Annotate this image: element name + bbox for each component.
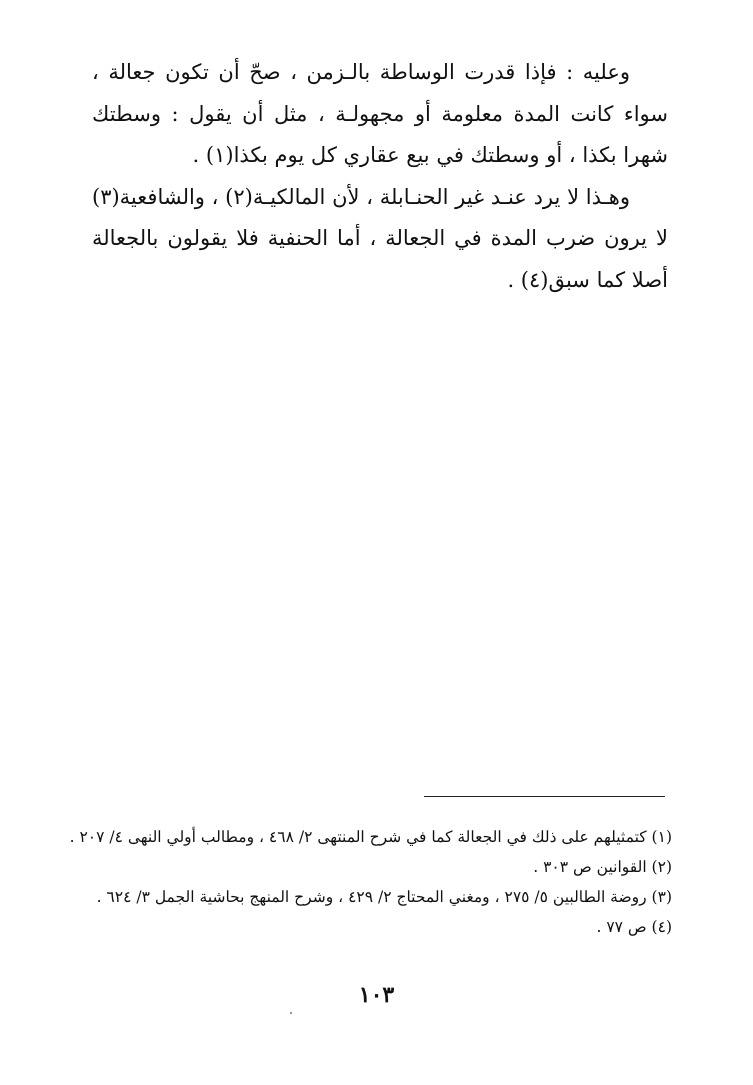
footnote-2: (٢) القوانين ص ٣٠٣ . (533, 858, 672, 876)
scan-speck (290, 1012, 292, 1014)
footnote-3: (٣) روضة الطالبين ٥/ ٢٧٥ ، ومغني المحتاج ٢/ ٤٢٩ ، وشرح المنهج بحاشية الجمل ٣/ ٦٢٤ . (96, 888, 672, 906)
footnote-4: (٤) ص ٧٧ . (596, 918, 672, 936)
paragraph-1: وعليه : فإذا قدرت الوساطة بالـزمن ، صحّ أن تكون جعالة ، سواء كانت المدة معلومة أو مجهولـة ، مثل أن يقول : وسطتك شهرا بكذا ، أو وسطتك في بيع عقاري كل يوم بكذا(١) . (92, 60, 668, 167)
paragraph-2: وهـذا لا يرد عنـد غير الحنـابلة ، لأن المالكيـة(٢) ، والشافعية(٣) لا يرون ضرب المدة في الجعالة ، أما الحنفية فلا يقولون بالجعالة أصلا كما سبق(٤) . (92, 184, 668, 292)
footnote-divider (424, 796, 665, 797)
footnote-1: (١) كتمثيلهم على ذلك في الجعالة كما في شرح المنتهى ٢/ ٤٦٨ ، ومطالب أولي النهى ٤/ ٢٠٧ . (69, 828, 672, 846)
page-number: ١٠٣ (358, 982, 395, 1008)
footnotes (69, 822, 672, 942)
main-text (92, 52, 668, 301)
